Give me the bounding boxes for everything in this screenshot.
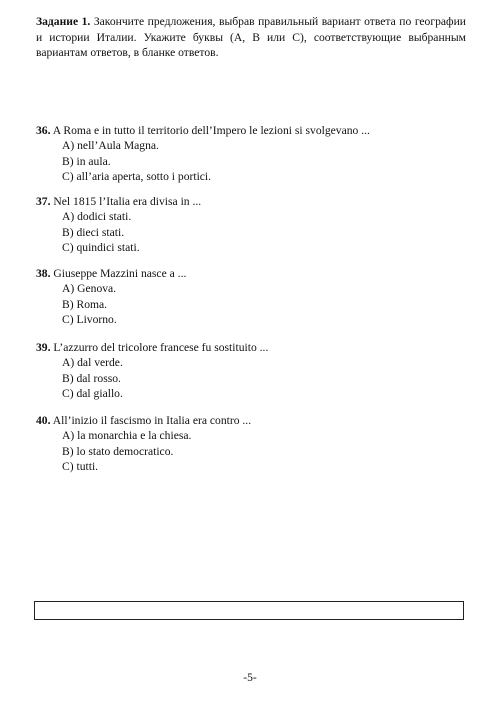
question-number: 39. xyxy=(36,341,51,354)
option-a: A) Genova. xyxy=(62,282,117,296)
option-b: B) lo stato democratico. xyxy=(62,444,174,458)
option-c: C) quindici stati. xyxy=(62,240,140,254)
question-text: All’inizio il fascismo in Italia era contro ... xyxy=(52,414,252,427)
question-stem xyxy=(36,340,476,355)
question-37 xyxy=(36,194,476,255)
option-c: C) dal giallo. xyxy=(62,386,123,400)
option-c: C) all’aria aperta, sotto i portici. xyxy=(62,169,212,183)
task-label: Задание 1. xyxy=(36,15,91,28)
question-text: Giuseppe Mazzini nasce a ... xyxy=(53,267,187,280)
option-a: A) dal verde. xyxy=(62,356,123,370)
question-stem xyxy=(36,123,476,138)
question-stem xyxy=(36,413,476,428)
question-stem xyxy=(36,266,476,281)
option-c: C) Livorno. xyxy=(62,312,117,326)
question-text: L’azzurro del tricolore francese fu sostituito ... xyxy=(53,341,269,354)
question-38 xyxy=(36,266,476,327)
task-text: Закончите предложения, выбрав правильный вариант ответа по географии и истории Италии. Укажите буквы (A, B или C), соответствующие выбранным вариантам ответов, в бланке ответов. xyxy=(36,15,466,59)
option-b: B) Roma. xyxy=(62,297,108,311)
question-39 xyxy=(36,340,476,401)
task-instruction xyxy=(36,14,466,61)
page-number: -5- xyxy=(243,671,257,684)
question-number: 38. xyxy=(36,267,51,280)
option-a: A) dodici stati. xyxy=(62,210,132,224)
option-a: A) la monarchia e la chiesa. xyxy=(62,429,192,443)
option-c: C) tutti. xyxy=(62,459,99,473)
question-text: Nel 1815 l’Italia era divisa in ... xyxy=(53,195,202,208)
option-a: A) nell’Aula Magna. xyxy=(62,139,159,153)
question-stem xyxy=(36,194,476,209)
answer-box xyxy=(34,601,464,620)
question-number: 36. xyxy=(36,124,51,137)
question-text: A Roma e in tutto il territorio dell’Impero le lezioni si svolgevano ... xyxy=(52,124,370,137)
question-36 xyxy=(36,123,476,184)
option-b: B) in aula. xyxy=(62,154,111,168)
question-number: 40. xyxy=(36,414,51,427)
option-b: B) dieci stati. xyxy=(62,225,125,239)
option-b: B) dal rosso. xyxy=(62,371,121,385)
question-number: 37. xyxy=(36,195,51,208)
question-40 xyxy=(36,413,476,474)
